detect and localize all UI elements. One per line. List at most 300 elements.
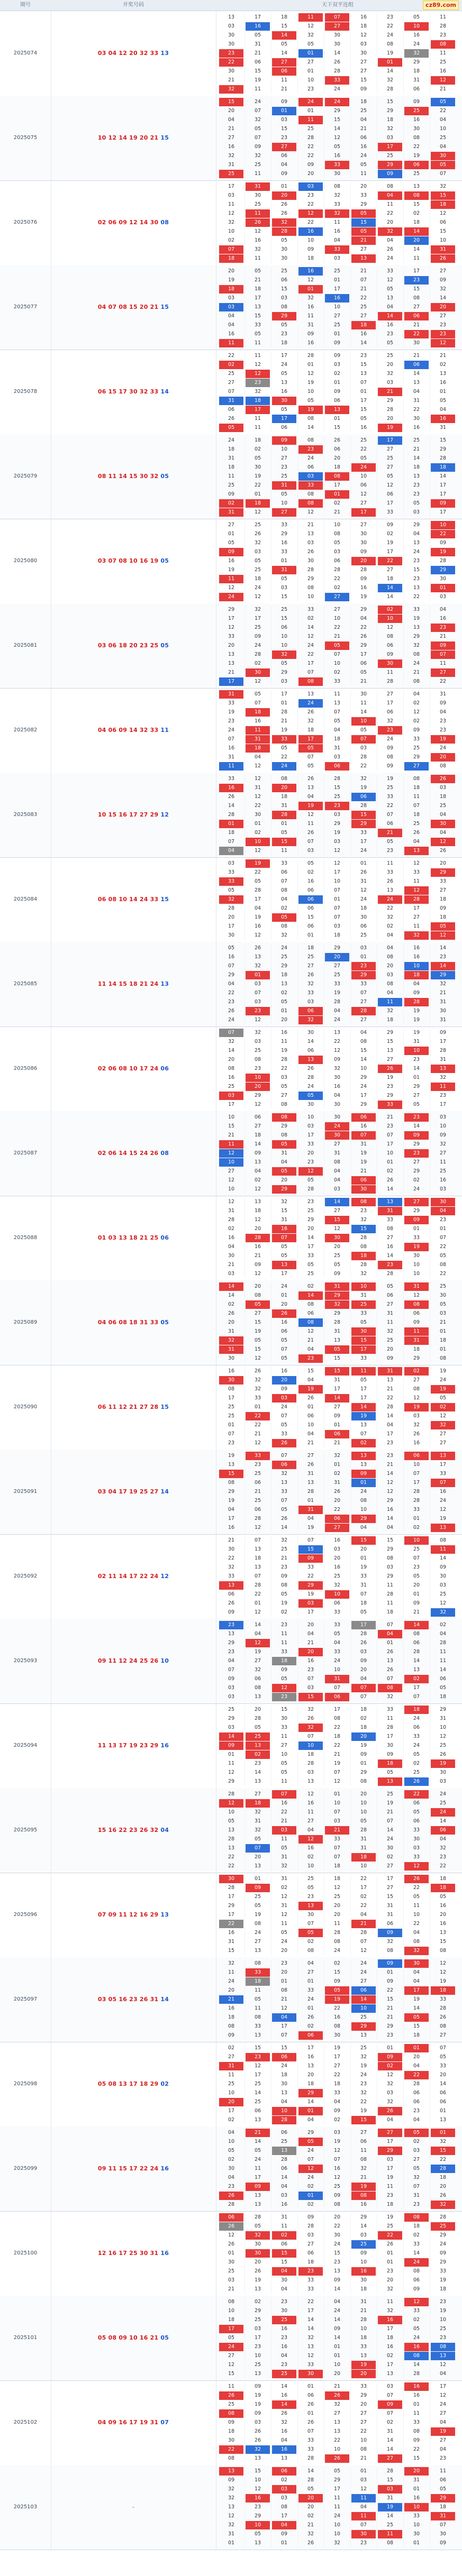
grid-cell: 17 <box>228 2108 235 2114</box>
grid-cell: 05 <box>360 670 367 675</box>
period-cell: 2025095 <box>0 1788 51 1873</box>
grid-cell: 10 <box>228 1114 235 1120</box>
grid-cell: 07 <box>254 700 261 706</box>
grid-cell: 19 <box>404 1403 429 1411</box>
grid-cell: 11 <box>280 1631 288 1637</box>
grid-cell: 30 <box>298 2370 323 2378</box>
grid-cell: 09 <box>307 2214 314 2220</box>
draw-numbers <box>51 1365 216 1450</box>
period-cell: 2025097 <box>0 1957 51 2042</box>
grid-cell: 08 <box>280 776 288 782</box>
grid-cell: 21 <box>360 2455 367 2461</box>
grid-cell: 19 <box>360 1150 367 1156</box>
grid-cell: 28 <box>439 1640 447 1646</box>
grid-cell: 13 <box>228 652 235 657</box>
grid-cell: 17 <box>386 1141 394 1147</box>
grid-cell: 32 <box>228 1564 235 1570</box>
grid-cell: 08 <box>413 652 420 657</box>
prediction-grid <box>218 2129 457 2209</box>
grid-cell: 20 <box>228 1319 235 1325</box>
grid-cell: 21 <box>280 1818 288 1824</box>
grid-cell: 30 <box>333 171 341 177</box>
grid-cell: 11 <box>386 1600 394 1606</box>
grid-cell: 29 <box>333 821 341 827</box>
table-row[interactable] <box>0 1365 462 1450</box>
grid-cell: 29 <box>307 2130 314 2135</box>
table-row[interactable] <box>0 265 462 350</box>
grid-cell: 10 <box>307 1422 314 1428</box>
grid-cell: 13 <box>386 1048 394 1053</box>
grid-cell: 05 <box>360 416 367 421</box>
prediction-grid <box>218 1029 457 1109</box>
grid-cell: 24 <box>333 1948 341 1954</box>
grid-cell: 15 <box>413 2023 420 2029</box>
grid-cell: 09 <box>439 700 447 706</box>
grid-cell: 18 <box>431 1884 455 1892</box>
grid-cell: 30 <box>280 255 288 261</box>
grid-cell: 14 <box>386 1516 394 1521</box>
grid-cell: 04 <box>280 2286 288 2292</box>
grid-cell: 10 <box>404 1047 429 1055</box>
table-row[interactable] <box>0 1619 462 1704</box>
grid-cell: 10 <box>333 616 341 621</box>
grid-cell: 19 <box>360 594 367 600</box>
grid-cell: 03 <box>254 2419 261 2425</box>
grid-cell: 06 <box>404 161 429 169</box>
grid-cell: 12 <box>254 1217 261 1223</box>
table-row[interactable] <box>0 1873 462 1958</box>
grid-cell: 05 <box>333 2468 341 2474</box>
grid-cell: 04 <box>333 1640 341 1646</box>
grid-cell: 30 <box>386 1743 394 1748</box>
grid-cell: 04 <box>413 2063 420 2069</box>
grid-cell: 26 <box>280 201 288 207</box>
grid-cell: 04 <box>439 2371 447 2377</box>
grid-cell: 21 <box>360 268 367 274</box>
grid-cell: 06 <box>280 2130 288 2135</box>
grid-cell: 12 <box>254 1525 261 1530</box>
table-row[interactable] <box>0 2465 462 2550</box>
table-row[interactable] <box>0 11 462 96</box>
grid-cell: 01 <box>298 2192 323 2200</box>
grid-cell: 15 <box>325 1367 349 1376</box>
grid-cell: 02 <box>360 1716 367 1721</box>
grid-cell: 14 <box>386 2437 394 2443</box>
table-row[interactable] <box>0 942 462 1027</box>
grid-cell: 07 <box>386 2392 394 2398</box>
grid-cell: 19 <box>280 1048 288 1053</box>
table-row[interactable] <box>0 2380 462 2465</box>
table-row[interactable] <box>0 1280 462 1365</box>
grid-cell: 12 <box>219 1799 243 1808</box>
grid-cell: 18 <box>413 785 420 791</box>
grid-cell: 29 <box>280 531 288 537</box>
table-row[interactable] <box>0 180 462 265</box>
grid-cell: 32 <box>307 2335 314 2341</box>
grid-cell: 15 <box>431 191 455 200</box>
table-row[interactable] <box>0 350 462 435</box>
table-row[interactable] <box>0 1196 462 1281</box>
grid-cell: 23 <box>413 2108 420 2114</box>
grid-cell: 05 <box>413 1573 420 1579</box>
draw-numbers <box>51 350 216 434</box>
grid-cell: 23 <box>413 482 420 488</box>
grid-cell: 09 <box>246 2183 270 2191</box>
grid-cell: 16 <box>360 1123 367 1129</box>
grid-cell: 24 <box>307 455 314 461</box>
grid-cell: 28 <box>307 1489 314 1495</box>
grid-cell: 32 <box>404 1947 429 1955</box>
grid-cell: 13 <box>228 1845 235 1851</box>
grid-cell: 06 <box>254 1114 261 1120</box>
grid-cell: 25 <box>386 2223 394 2229</box>
grid-cell: 12 <box>413 1292 420 1298</box>
grid-cell: 11 <box>360 700 367 706</box>
grid-cell: 33 <box>413 2419 420 2425</box>
grid-cell: 28 <box>333 999 341 1005</box>
grid-cell: 03 <box>307 540 314 546</box>
grid-cell: 25 <box>246 1732 270 1741</box>
grid-cell: 31 <box>404 1282 429 1291</box>
grid-cell: 19 <box>351 2361 376 2369</box>
grid-cell: 03 <box>307 1685 314 1691</box>
grid-cell: 17 <box>439 1462 447 1468</box>
table-row[interactable] <box>0 96 462 181</box>
grid-cell: 05 <box>280 491 288 497</box>
grid-cell: 17 <box>228 1395 235 1401</box>
draw-numbers <box>51 2380 216 2465</box>
grid-cell: 24 <box>413 41 420 47</box>
grid-cell: 05 <box>325 1345 349 1354</box>
grid-cell: 10 <box>351 717 376 726</box>
grid-cell: 25 <box>272 2316 296 2324</box>
grid-cell: 06 <box>404 1452 429 1460</box>
grid-cell: 27 <box>333 2063 341 2069</box>
grid-cell: 27 <box>307 1818 314 1824</box>
grid-cell: 25 <box>333 1894 341 1900</box>
table-row[interactable] <box>0 1788 462 1873</box>
table-row[interactable] <box>0 519 462 604</box>
grid-cell: 05 <box>386 286 394 292</box>
grid-cell: 24 <box>325 1122 349 1131</box>
grid-cell: 05 <box>360 727 367 733</box>
grid-cell: 08 <box>360 1039 367 1044</box>
grid-cell: 30 <box>413 2531 420 2537</box>
grid-cell: 30 <box>246 2249 270 2258</box>
table-row[interactable] <box>0 1111 462 1196</box>
grid-cell: 18 <box>360 1725 367 1730</box>
grid-cell: 17 <box>307 1609 314 1615</box>
grid-cell: 27 <box>307 2241 314 2247</box>
grid-cell: 04 <box>228 322 235 328</box>
grid-cell: 32 <box>254 117 261 123</box>
period-cell: 2025074 <box>0 11 51 96</box>
grid-cell: 32 <box>298 1016 323 1024</box>
grid-cell: 07 <box>439 171 447 177</box>
grid-cell: 06 <box>413 2090 420 2096</box>
table-row[interactable] <box>0 1957 462 2042</box>
grid-cell: 13 <box>413 473 420 479</box>
grid-cell: 17 <box>333 1386 341 1392</box>
grid-cell: 08 <box>351 2192 376 2200</box>
grid-cell: 03 <box>386 2157 394 2162</box>
grid-cell: 23 <box>386 1084 394 1089</box>
table-row[interactable] <box>0 2042 462 2127</box>
grid-cell: 19 <box>413 1008 420 1014</box>
table-row[interactable] <box>0 603 462 689</box>
grid-cell: 16 <box>360 2202 367 2207</box>
grid-cell: 06 <box>272 2467 296 2476</box>
brand-logo[interactable]: cz89.com <box>423 1 459 10</box>
grid-cell: 06 <box>351 1176 376 1185</box>
grid-cell: 32 <box>386 77 394 83</box>
grid-cell: 12 <box>254 1440 261 1446</box>
grid-cell: 22 <box>333 2072 341 2078</box>
grid-cell: 29 <box>254 2308 261 2314</box>
grid-cell: 23 <box>307 86 314 92</box>
grid-cell: 09 <box>228 2477 235 2483</box>
grid-cell: 12 <box>254 776 261 782</box>
period-cell: 2025089 <box>0 1280 51 1365</box>
grid-cell: 20 <box>333 1903 341 1909</box>
grid-cell: 26 <box>360 634 367 639</box>
grid-cell: 09 <box>413 99 420 105</box>
grid-cell: 26 <box>386 1649 394 1655</box>
grid-cell: 06 <box>254 59 261 65</box>
grid-cell: 22 <box>228 1854 235 1860</box>
grid-cell: 20 <box>360 2401 367 2407</box>
grid-cell: 12 <box>272 1684 296 1692</box>
grid-cell: 14 <box>254 1141 261 1147</box>
table-row[interactable] <box>0 434 462 519</box>
grid-cell: 28 <box>228 812 235 818</box>
grid-cell: 04 <box>439 2419 447 2425</box>
grid-cell: 27 <box>413 2157 420 2162</box>
grid-cell: 20 <box>219 2098 243 2106</box>
grid-cell: 28 <box>360 567 367 573</box>
grid-cell: 24 <box>307 643 314 648</box>
grid-cell: 17 <box>413 1685 420 1691</box>
draw-numbers <box>51 1450 216 1534</box>
grid-cell: 32 <box>439 981 447 987</box>
grid-cell: 29 <box>351 1515 376 1523</box>
grid-cell: 05 <box>280 322 288 328</box>
grid-cell: 15 <box>219 1470 243 1478</box>
grid-cell: 30 <box>413 126 420 132</box>
grid-cell: 28 <box>333 68 341 74</box>
table-row[interactable] <box>0 2296 462 2381</box>
grid-cell: 09 <box>404 1131 429 1140</box>
grid-cell: 32 <box>439 184 447 189</box>
grid-cell: 25 <box>360 2014 367 2020</box>
grid-cell: 12 <box>228 1177 235 1183</box>
grid-cell: 07 <box>228 963 235 969</box>
grid-cell: 22 <box>360 2099 367 2105</box>
blue-ball: 15 <box>158 1404 169 1410</box>
grid-cell: 29 <box>413 1141 420 1147</box>
grid-cell: 18 <box>439 1876 447 1882</box>
grid-cell: 31 <box>272 566 296 574</box>
grid-cell: 27 <box>228 135 235 141</box>
grid-cell: 01 <box>333 1422 341 1428</box>
grid-cell: 18 <box>351 1853 376 1862</box>
grid-cell: 19 <box>228 277 235 283</box>
grid-cell: 19 <box>413 1996 420 2002</box>
grid-cell: 16 <box>246 22 270 31</box>
grid-cell: 04 <box>360 616 367 621</box>
grid-cell: 12 <box>333 135 341 141</box>
grid-cell: 05 <box>254 331 261 337</box>
grid-cell: 19 <box>360 2063 367 2069</box>
grid-cell: 19 <box>378 2503 402 2511</box>
grid-cell: 03 <box>228 860 235 866</box>
grid-cell: 09 <box>307 331 314 337</box>
grid-cell: 26 <box>219 2222 243 2231</box>
grid-cell: 24 <box>439 2241 447 2247</box>
draw-numbers <box>51 1703 216 1788</box>
grid-cell: 21 <box>351 1920 376 1928</box>
grid-cell: 27 <box>386 1301 394 1307</box>
grid-cell: 23 <box>404 1113 429 1122</box>
grid-cell: 10 <box>254 2353 261 2359</box>
table-row[interactable] <box>0 2211 462 2296</box>
grid-cell: 11 <box>378 2530 402 2538</box>
table-row[interactable] <box>0 1026 462 1112</box>
grid-cell: 12 <box>254 1609 261 1615</box>
grid-cell: 28 <box>254 887 261 893</box>
grid-cell: 33 <box>254 2023 261 2029</box>
grid-cell: 14 <box>413 2250 420 2256</box>
grid-cell: 16 <box>413 425 420 430</box>
grid-cell: 10 <box>333 304 341 310</box>
period-cell: 2025083 <box>0 773 51 857</box>
table-row[interactable] <box>0 1534 462 1619</box>
grid-cell: 03 <box>228 1725 235 1730</box>
grid-cell: 16 <box>307 2054 314 2060</box>
grid-cell: 05 <box>298 1092 323 1100</box>
grid-cell: 01 <box>386 1159 394 1165</box>
grid-cell: 13 <box>378 1777 402 1786</box>
grid-cell: 21 <box>228 77 235 83</box>
grid-cell: 05 <box>325 1986 349 1995</box>
grid-cell: 04 <box>439 607 447 612</box>
grid-cell: 04 <box>307 1377 314 1383</box>
grid-cell: 11 <box>386 2184 394 2189</box>
grid-cell: 32 <box>219 1336 243 1345</box>
grid-cell: 23 <box>307 1667 314 1673</box>
grid-cell: 25 <box>254 1498 261 1504</box>
grid-cell: 14 <box>272 2400 296 2409</box>
grid-cell: 23 <box>246 379 270 387</box>
draw-numbers <box>51 2465 216 2550</box>
grid-cell: 18 <box>351 321 376 329</box>
grid-cell: 22 <box>219 1920 243 1928</box>
grid-cell: 08 <box>280 923 288 929</box>
grid-cell: 22 <box>307 1573 314 1579</box>
grid-cell: 22 <box>307 153 314 159</box>
grid-cell: 08 <box>386 1555 394 1561</box>
grid-cell: 16 <box>280 2202 288 2207</box>
grid-cell: 05 <box>413 1752 420 1757</box>
grid-cell: 06 <box>228 1591 235 1597</box>
grid-cell: 14 <box>439 1818 447 1824</box>
grid-cell: 04 <box>386 945 394 951</box>
grid-cell: 11 <box>360 171 367 177</box>
table-row[interactable] <box>0 1703 462 1789</box>
table-row[interactable] <box>0 688 462 773</box>
grid-cell: 17 <box>228 1516 235 1521</box>
grid-cell: 16 <box>360 331 367 337</box>
grid-cell: 08 <box>333 1716 341 1721</box>
grid-cell: 24 <box>439 745 447 751</box>
grid-cell: 05 <box>280 1591 288 1597</box>
grid-cell: 15 <box>431 2147 455 2155</box>
grid-cell: 21 <box>360 286 367 292</box>
grid-cell: 12 <box>360 32 367 38</box>
grid-cell: 27 <box>413 1159 420 1165</box>
grid-cell: 06 <box>325 1515 349 1523</box>
table-row[interactable] <box>0 857 462 942</box>
grid-cell: 23 <box>439 1854 447 1860</box>
red-balls: 11 14 15 18 21 24 <box>97 980 159 987</box>
grid-cell: 32 <box>404 49 429 58</box>
grid-cell: 01 <box>254 1600 261 1606</box>
grid-cell: 07 <box>280 1346 288 1352</box>
grid-cell: 21 <box>280 718 288 724</box>
grid-cell: 29 <box>228 1489 235 1495</box>
grid-cell: 28 <box>333 776 341 782</box>
grid-cell: 21 <box>439 1319 447 1325</box>
grid-cell: 14 <box>351 1403 376 1411</box>
grid-cell: 23 <box>307 1894 314 1900</box>
grid-cell: 26 <box>404 1777 429 1786</box>
grid-cell: 24 <box>351 463 376 472</box>
grid-cell: 14 <box>439 473 447 479</box>
grid-cell: 28 <box>386 407 394 412</box>
grid-cell: 13 <box>307 2063 314 2069</box>
grid-cell: 22 <box>307 219 314 225</box>
table-row[interactable] <box>0 773 462 858</box>
grid-cell: 06 <box>439 1676 447 1682</box>
grid-cell: 10 <box>228 2090 235 2096</box>
grid-cell: 21 <box>439 86 447 92</box>
grid-cell: 13 <box>280 981 288 987</box>
grid-cell: 27 <box>386 1057 394 1062</box>
grid-cell: 31 <box>413 398 420 404</box>
grid-cell: 01 <box>307 1978 314 1984</box>
grid-cell: 30 <box>439 2531 447 2537</box>
grid-cell: 09 <box>413 2437 420 2443</box>
grid-cell: 17 <box>254 14 261 20</box>
table-row[interactable] <box>0 1450 462 1535</box>
grid-cell: 11 <box>351 2494 376 2502</box>
grid-cell: 08 <box>351 1198 376 1206</box>
grid-cell: 13 <box>280 380 288 386</box>
grid-cell: 09 <box>333 2326 341 2332</box>
grid-cell: 01 <box>280 1008 288 1014</box>
grid-cell: 25 <box>254 1894 261 1900</box>
grid-cell: 03 <box>272 1394 296 1402</box>
grid-cell: 27 <box>386 1885 394 1891</box>
grid-cell: 06 <box>333 1600 341 1606</box>
grid-cell: 24 <box>228 727 235 733</box>
table-row[interactable] <box>0 2126 462 2212</box>
grid-cell: 20 <box>351 2370 376 2378</box>
grid-cell: 23 <box>431 330 455 338</box>
prediction-grid <box>218 1959 457 2040</box>
grid-cell: 10 <box>413 2522 420 2528</box>
grid-cell: 06 <box>307 464 314 470</box>
